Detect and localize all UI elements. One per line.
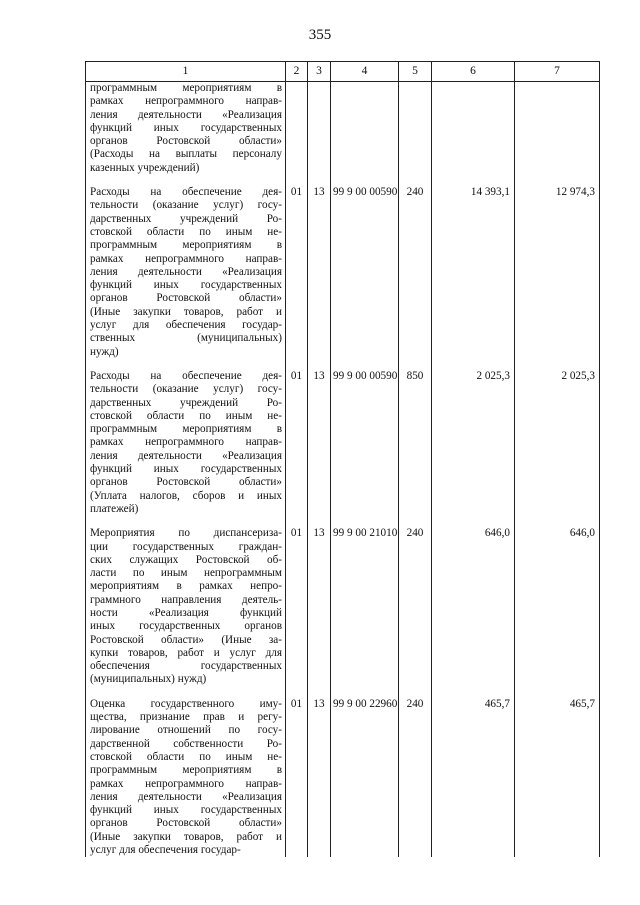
row-amount-1: 14 393,1	[432, 186, 515, 359]
table-row	[86, 698, 600, 858]
description-line: тельности (оказание услуг) госу-	[90, 199, 282, 212]
spacer-cell	[515, 516, 600, 527]
row-description	[86, 698, 286, 858]
spacer-cell	[286, 359, 308, 370]
description-line: функций иных государственных	[90, 804, 282, 817]
table-row	[86, 527, 600, 687]
description-line: ственных (муниципальных)	[90, 332, 282, 345]
description-line: рамках непрограммного направ-	[90, 436, 282, 449]
spacer-cell	[399, 687, 432, 698]
row-subsection-code: 13	[308, 370, 331, 516]
spacer-cell	[308, 516, 331, 527]
row-section-code: 01	[286, 698, 308, 858]
spacer-cell	[331, 687, 399, 698]
description-line: рамках непрограммного направ-	[90, 777, 282, 790]
row-expense-type-code	[399, 82, 432, 176]
row-section-code: 01	[286, 186, 308, 359]
row-expense-type-code: 240	[399, 698, 432, 858]
row-spacer	[86, 359, 600, 370]
spacer-cell	[331, 175, 399, 186]
description-line: тельности (оказание услуг) госу-	[90, 383, 282, 396]
spacer-cell	[432, 359, 515, 370]
description-line: иных государственных органов	[90, 620, 282, 633]
row-subsection-code: 13	[308, 527, 331, 687]
description-line: обеспечения государственных	[90, 660, 282, 673]
spacer-cell	[286, 175, 308, 186]
table-row	[86, 82, 600, 176]
column-header-amount-1: 6	[432, 62, 515, 82]
row-expense-type-code: 240	[399, 186, 432, 359]
table-row	[86, 370, 600, 516]
description-line: Расходы на обеспечение дея-	[90, 369, 282, 382]
column-header-subsection: 3	[308, 62, 331, 82]
row-target-code	[331, 82, 399, 176]
description-line: рамках непрограммного направ-	[90, 252, 282, 265]
row-section-code	[286, 82, 308, 176]
row-amount-1: 646,0	[432, 527, 515, 687]
row-amount-1: 2 025,3	[432, 370, 515, 516]
spacer-cell	[308, 175, 331, 186]
column-header-target: 4	[331, 62, 399, 82]
row-target-code: 99 9 00 21010	[331, 527, 399, 687]
description-line: (Расходы на выплаты персоналу	[90, 148, 282, 161]
description-line: рамках непрограммного направ-	[90, 95, 282, 108]
description-line: дарственной собственности Ро-	[90, 737, 282, 750]
description-line: ления деятельности «Реализация	[90, 449, 282, 462]
description-line: казенных учреждений)	[90, 161, 200, 174]
description-line: (муниципальных) нужд)	[90, 673, 207, 686]
description-line: программным мероприятиям в	[90, 82, 282, 94]
row-amount-2: 465,7	[515, 698, 600, 858]
spacer-cell	[286, 687, 308, 698]
spacer-cell	[308, 687, 331, 698]
description-line: дарственных учреждений Ро-	[90, 212, 282, 225]
spacer-cell	[399, 359, 432, 370]
description-line: Расходы на обеспечение дея-	[90, 186, 282, 199]
spacer-cell	[432, 175, 515, 186]
description-line: (Иные закупки товаров, работ и	[90, 830, 282, 843]
description-line: ления деятельности «Реализация	[90, 108, 282, 121]
description-line: (Иные закупки товаров, работ и	[90, 305, 282, 318]
row-section-code: 01	[286, 370, 308, 516]
row-amount-2: 12 974,3	[515, 186, 600, 359]
description-line: ских служащих Ростовской об-	[90, 553, 282, 566]
description-line: услуг для обеспечения государ-	[90, 319, 282, 332]
description-line: органов Ростовской области»	[90, 817, 282, 830]
spacer-cell	[515, 359, 600, 370]
spacer-cell	[86, 175, 286, 186]
description-line: ления деятельности «Реализация	[90, 790, 282, 803]
row-subsection-code: 13	[308, 186, 331, 359]
row-spacer	[86, 687, 600, 698]
row-description	[86, 186, 286, 359]
description-line: дарственных учреждений Ро-	[90, 396, 282, 409]
row-target-code: 99 9 00 00590	[331, 186, 399, 359]
description-line: функций иных государственных	[90, 121, 282, 134]
description-line: стовской области по иным не-	[90, 225, 282, 238]
description-line: функций иных государственных	[90, 279, 282, 292]
row-description	[86, 370, 286, 516]
spacer-cell	[286, 516, 308, 527]
row-description	[86, 527, 286, 687]
spacer-cell	[331, 516, 399, 527]
description-line: услуг для обеспечения государ-	[90, 844, 241, 857]
row-amount-2: 646,0	[515, 527, 600, 687]
row-subsection-code: 13	[308, 698, 331, 858]
description-line: Ростовской области» (Иные за-	[90, 633, 282, 646]
description-line: мероприятиям в рамках непро-	[90, 580, 282, 593]
description-line: программным мероприятиям в	[90, 423, 282, 436]
description-line: ции государственных граждан-	[90, 540, 282, 553]
description-line: стовской области по иным не-	[90, 409, 282, 422]
spacer-cell	[308, 359, 331, 370]
spacer-cell	[86, 687, 286, 698]
description-line: Оценка государственного иму-	[90, 697, 282, 710]
row-subsection-code	[308, 82, 331, 176]
row-expense-type-code: 240	[399, 527, 432, 687]
row-target-code: 99 9 00 00590	[331, 370, 399, 516]
spacer-cell	[432, 516, 515, 527]
description-line: программным мероприятиям в	[90, 764, 282, 777]
column-header-section: 2	[286, 62, 308, 82]
description-line: щества, признание прав и регу-	[90, 711, 282, 724]
row-amount-1	[432, 82, 515, 176]
spacer-cell	[399, 516, 432, 527]
description-line: платежей)	[90, 502, 139, 515]
description-line: нужд)	[90, 345, 119, 358]
row-amount-2: 2 025,3	[515, 370, 600, 516]
row-target-code: 99 9 00 22960	[331, 698, 399, 858]
description-line: программным мероприятиям в	[90, 239, 282, 252]
column-header-type: 5	[399, 62, 432, 82]
description-line: органов Ростовской области»	[90, 476, 282, 489]
row-spacer	[86, 175, 600, 186]
row-spacer	[86, 516, 600, 527]
row-amount-1: 465,7	[432, 698, 515, 858]
table-header-row	[86, 62, 600, 82]
table-row	[86, 186, 600, 359]
table-body	[86, 82, 600, 858]
spacer-cell	[86, 359, 286, 370]
description-line: лирование отношений по госу-	[90, 724, 282, 737]
spacer-cell	[399, 175, 432, 186]
row-amount-2	[515, 82, 600, 176]
page-number: 355	[308, 27, 332, 43]
description-line: ности «Реализация функций	[90, 606, 282, 619]
description-line: граммного направления деятель-	[90, 593, 282, 606]
description-line: купки товаров, работ и услуг для	[90, 646, 282, 659]
description-line: органов Ростовской области»	[90, 135, 282, 148]
row-description	[86, 82, 286, 176]
spacer-cell	[86, 516, 286, 527]
description-line: Мероприятия по диспансеризa-	[90, 527, 282, 540]
spacer-cell	[432, 687, 515, 698]
description-line: (Уплата налогов, сборов и иных	[90, 489, 282, 502]
description-line: органов Ростовской области»	[90, 292, 282, 305]
column-header-amount-2: 7	[515, 62, 600, 82]
row-expense-type-code: 850	[399, 370, 432, 516]
column-header-description: 1	[86, 62, 286, 82]
description-line: стовской области по иным не-	[90, 750, 282, 763]
description-line: ласти по иным непрограммным	[90, 567, 282, 580]
row-section-code: 01	[286, 527, 308, 687]
budget-table	[85, 61, 600, 857]
spacer-cell	[515, 687, 600, 698]
spacer-cell	[331, 359, 399, 370]
description-line: ления деятельности «Реализация	[90, 265, 282, 278]
spacer-cell	[515, 175, 600, 186]
description-line: функций иных государственных	[90, 463, 282, 476]
